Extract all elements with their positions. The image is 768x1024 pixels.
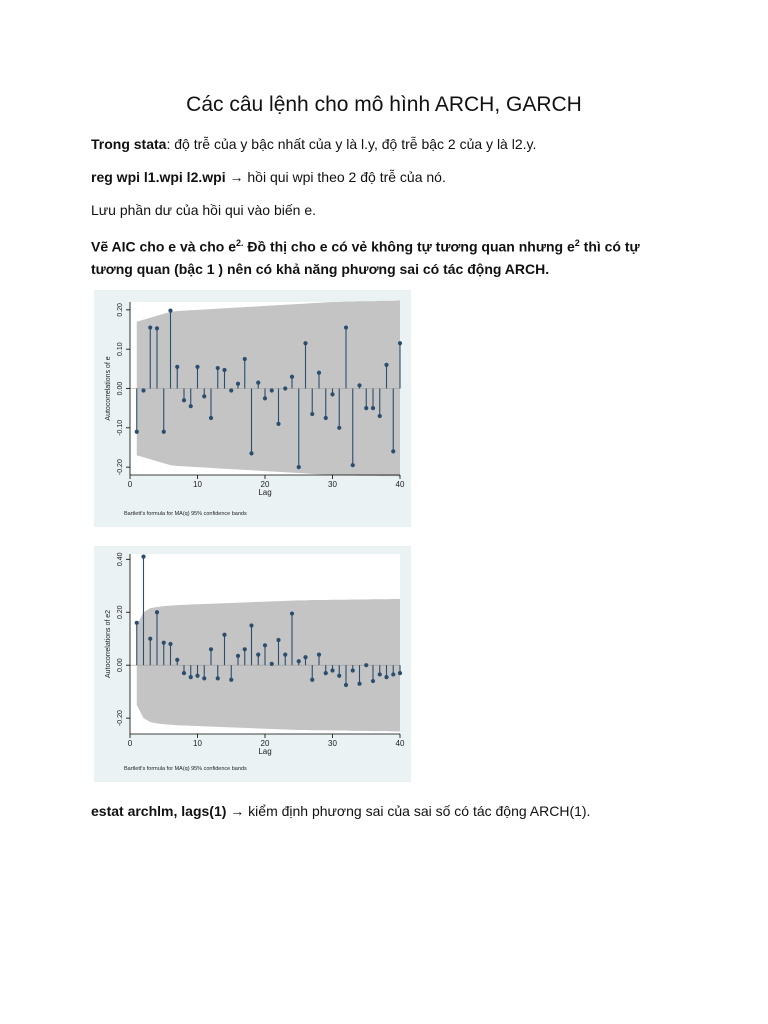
arrow-icon: →	[229, 169, 244, 185]
acf-point	[290, 611, 294, 615]
acf-point	[371, 679, 375, 683]
acf-point	[378, 414, 382, 418]
y-tick-label: 0.10	[117, 342, 124, 356]
acf-point	[148, 325, 152, 329]
acf-point	[344, 683, 348, 687]
acf-point	[182, 671, 186, 675]
y-tick-label: 0.40	[117, 552, 124, 567]
x-tick-label: 30	[328, 739, 337, 748]
x-tick-label: 40	[395, 480, 405, 489]
y-tick-label: -0.20	[117, 459, 124, 476]
acf-point	[317, 371, 321, 375]
x-tick-label: 40	[395, 739, 405, 748]
acf-point	[222, 368, 226, 372]
acf-point	[398, 341, 402, 345]
acf-point	[283, 386, 287, 390]
acf-point	[135, 621, 139, 625]
bold-label: Trong stata	[91, 136, 167, 152]
acf-point	[249, 451, 253, 455]
bold-text-a: Vẽ AIC cho e và cho e	[91, 238, 236, 255]
x-tick-label: 30	[328, 480, 337, 489]
acf-point	[283, 652, 287, 656]
acf-point	[135, 430, 139, 434]
bold-text-c: thì có tự tương quan (bậc 1 ) nên có khả năng phương sai có tác động ARCH.	[91, 238, 640, 277]
arrow-icon: →	[230, 803, 245, 819]
acf-point	[155, 326, 159, 330]
acf-point	[398, 671, 402, 675]
acf-chart-e2-svg	[94, 546, 411, 782]
y-tick-label: -0.10	[117, 419, 124, 436]
bold-text-b: Đồ thị cho e có vẻ không tự tương quan nhưng e	[243, 238, 575, 255]
acf-chart-e	[94, 290, 411, 527]
acf-point	[148, 637, 152, 641]
acf-point	[189, 404, 193, 408]
x-tick-label: 10	[193, 480, 202, 489]
acf-point	[357, 383, 361, 387]
acf-point	[263, 396, 267, 400]
acf-point	[209, 416, 213, 420]
command-text: estat archlm, lags(1)	[91, 803, 227, 819]
y-tick-label: 0.00	[117, 381, 124, 396]
acf-point	[256, 652, 260, 656]
paragraph-stata-lags	[91, 133, 691, 155]
acf-point	[155, 610, 159, 614]
acf-point	[229, 388, 233, 392]
paragraph-text: hồi qui wpi theo 2 độ trễ của nó.	[243, 169, 446, 185]
acf-point	[243, 647, 247, 651]
acf-point	[202, 394, 206, 398]
acf-point	[357, 682, 361, 686]
acf-point	[182, 398, 186, 402]
acf-point	[162, 430, 166, 434]
acf-point	[303, 655, 307, 659]
paragraph-archlm	[91, 800, 691, 822]
acf-point	[337, 426, 341, 430]
page-title: Các câu lệnh cho mô hình ARCH, GARCH	[186, 93, 582, 116]
y-tick-label: 0.20	[117, 605, 124, 620]
x-axis-label: Lag	[258, 747, 272, 756]
acf-point	[270, 388, 274, 392]
acf-point	[364, 406, 368, 410]
acf-point	[276, 422, 280, 426]
acf-point	[330, 392, 334, 396]
x-axis-label: Lag	[258, 488, 272, 497]
acf-point	[317, 652, 321, 656]
superscript-b: 2	[574, 238, 580, 248]
paragraph-text: Lưu phần dư của hồi qui vào biến e.	[91, 202, 317, 218]
acf-point	[378, 672, 382, 676]
acf-point	[168, 309, 172, 313]
acf-point	[202, 676, 206, 680]
acf-point	[216, 676, 220, 680]
acf-point	[236, 654, 240, 658]
acf-point	[371, 406, 375, 410]
acf-point	[364, 663, 368, 667]
acf-point	[229, 678, 233, 682]
acf-point	[297, 659, 301, 663]
acf-point	[330, 668, 334, 672]
acf-point	[256, 381, 260, 385]
acf-point	[290, 375, 294, 379]
acf-point	[310, 678, 314, 682]
acf-point	[324, 416, 328, 420]
acf-point	[351, 463, 355, 467]
acf-point	[351, 668, 355, 672]
acf-point	[297, 465, 301, 469]
acf-point	[344, 325, 348, 329]
y-tick-label: 0.00	[117, 658, 124, 672]
acf-point	[243, 357, 247, 361]
x-tick-label: 20	[260, 480, 270, 489]
acf-chart-e2	[94, 546, 411, 782]
y-axis-label: Autocorrelations of e	[105, 356, 112, 421]
acf-point	[168, 642, 172, 646]
acf-point	[384, 675, 388, 679]
acf-point	[195, 674, 199, 678]
y-axis-label: Autocorrelations of e2	[105, 609, 112, 679]
paragraph-reg-command	[91, 166, 691, 188]
x-tick-label: 0	[127, 739, 133, 748]
acf-point	[162, 641, 166, 645]
x-tick-label: 20	[260, 739, 270, 748]
acf-point	[270, 662, 274, 666]
acf-point	[216, 366, 220, 370]
y-tick-label: 0.20	[117, 303, 124, 317]
y-tick-label: -0.20	[117, 710, 124, 727]
acf-point	[276, 638, 280, 642]
chart-note: Bartlett's formula for MA(q) 95% confidence bands	[124, 766, 247, 772]
acf-point	[384, 363, 388, 367]
acf-point	[175, 658, 179, 662]
x-tick-label: 10	[193, 739, 202, 748]
acf-point	[324, 671, 328, 675]
acf-point	[222, 633, 226, 637]
paragraph-text: : độ trễ của y bậc nhất của y là l.y, độ trễ bậc 2 của y là l2.y.	[166, 136, 537, 152]
acf-point	[236, 382, 240, 386]
acf-point	[263, 643, 267, 647]
acf-point	[195, 365, 199, 369]
x-tick-label: 0	[127, 480, 133, 489]
acf-point	[391, 449, 395, 453]
chart-note: Bartlett's formula for MA(q) 95% confidence bands	[124, 511, 247, 517]
paragraph-save-residual	[91, 199, 691, 221]
acf-point	[175, 365, 179, 369]
acf-point	[303, 341, 307, 345]
paragraph-aic	[91, 232, 651, 280]
acf-chart-e-svg	[94, 290, 411, 527]
acf-point	[310, 412, 314, 416]
acf-point	[141, 388, 145, 392]
acf-point	[391, 672, 395, 676]
paragraph-text: kiểm định phương sai của sai số có tác động ARCH(1).	[244, 803, 591, 819]
command-text: reg wpi l1.wpi l2.wpi	[91, 169, 226, 185]
acf-point	[249, 623, 253, 627]
acf-point	[209, 647, 213, 651]
superscript-a: 2.	[235, 238, 244, 248]
acf-point	[141, 555, 145, 559]
acf-point	[337, 674, 341, 678]
acf-point	[189, 675, 193, 679]
